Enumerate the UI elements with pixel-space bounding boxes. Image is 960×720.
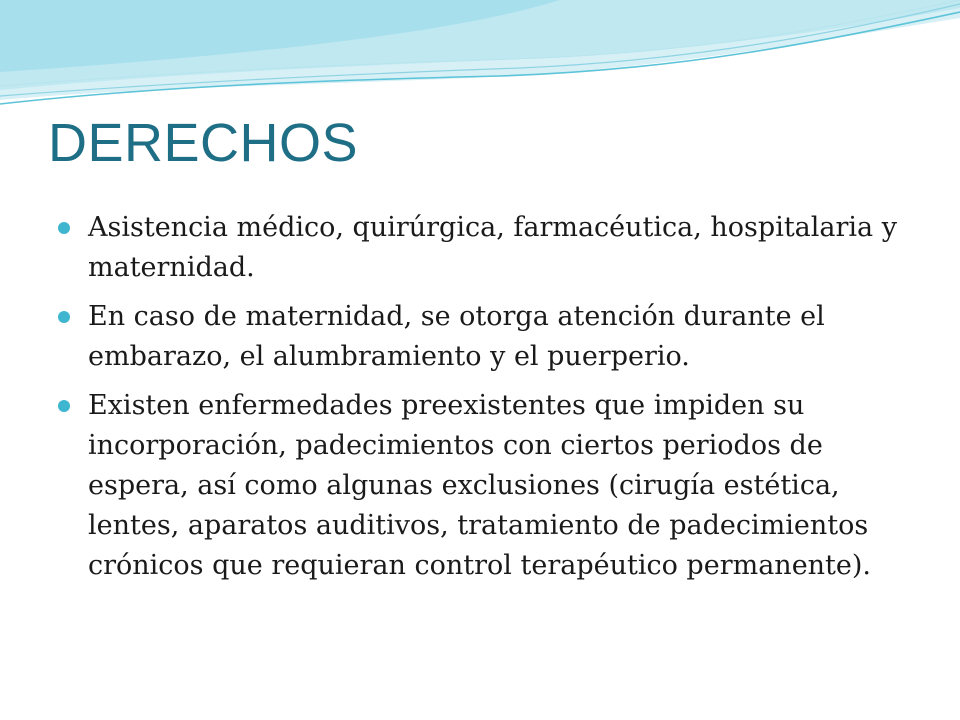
bullet-list xyxy=(58,208,908,595)
bullet-item xyxy=(58,297,908,377)
bullet-item xyxy=(58,208,908,288)
bullet-text: Existen enfermedades preexistentes que impiden su incorporación, padecimientos con ciertos periodos de espera, así como algunas exclusiones (cirugía estética, lentes, aparatos auditivos, tratamiento de padecimientos crónicos que requieran control terapéutico permanente). xyxy=(88,390,871,581)
wave-header-decoration xyxy=(0,0,960,110)
bullet-item xyxy=(58,386,908,586)
bullet-text: Asistencia médico, quirúrgica, farmacéutica, hospitalaria y maternidad. xyxy=(88,212,897,283)
bullet-dot-icon xyxy=(58,222,70,234)
bullet-text: En caso de maternidad, se otorga atención durante el embarazo, el alumbramiento y el puerperio. xyxy=(88,301,825,372)
slide-title: DERECHOS xyxy=(48,113,359,173)
bullet-dot-icon xyxy=(58,400,70,412)
bullet-dot-icon xyxy=(58,311,70,323)
